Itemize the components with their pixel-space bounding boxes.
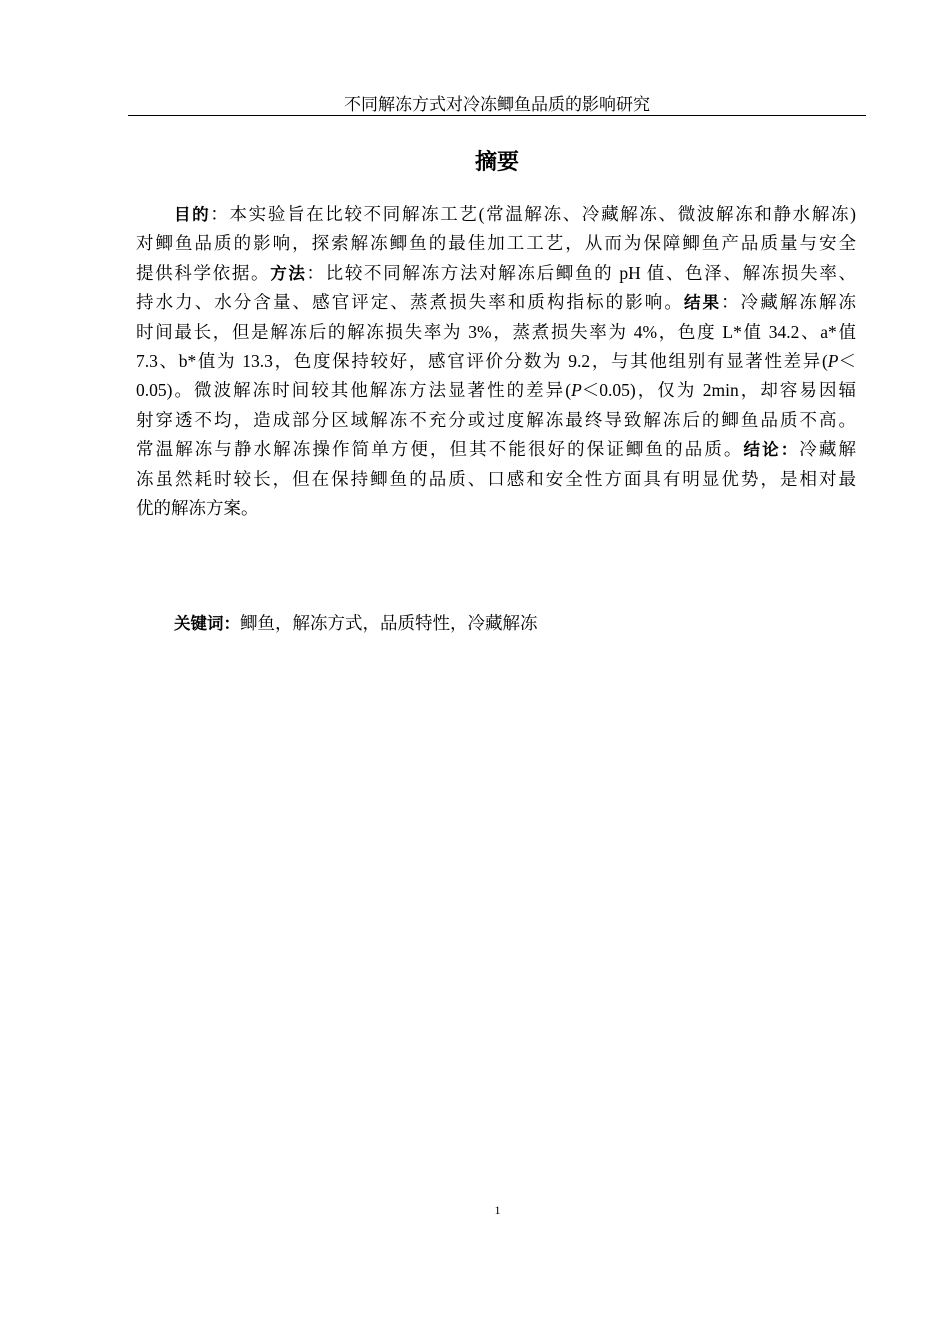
abstract-line-7 (136, 376, 856, 405)
abstract-text: 冻虽然耗时较长，但在保持鲫鱼的品质、口感和安全性方面具有明显优势，是相对最 (136, 468, 856, 489)
abstract-line-11 (136, 494, 856, 523)
abstract-text: 常温解冻与静水解冻操作简单方便，但其不能很好的保证鲫鱼的品质。 (136, 439, 744, 460)
page-number: 1 (494, 1203, 501, 1217)
abstract-text: ＜0.05)，仅为 2min，却容易因辐 (581, 380, 856, 401)
abstract-body (136, 200, 856, 523)
abstract-text: ：冷藏解冻解冻 (721, 292, 857, 313)
abstract-line-8 (136, 406, 856, 435)
header-divider (128, 115, 866, 116)
abstract-text: 提供科学依据。 (136, 262, 271, 283)
abstract-text: ＜ (838, 351, 856, 372)
keywords (174, 609, 538, 638)
p-value-symbol: P (827, 351, 839, 372)
abstract-text: 冷藏解 (799, 439, 857, 460)
abstract-text: 射穿透不均，造成部分区域解冻不充分或过度解冻最终导致解冻后的鲫鱼品质不高。 (136, 409, 856, 430)
abstract-text: 0.05)。微波解冻时间较其他解冻方法显著性的差异( (136, 380, 572, 401)
abstract-line-3 (136, 259, 856, 288)
abstract-line-10 (136, 465, 856, 494)
abstract-text: 持水力、水分含量、感官评定、蒸煮损失率和质构指标的影响。 (136, 292, 684, 313)
abstract-text: 优的解冻方案。 (136, 498, 259, 519)
p-value-symbol: P (571, 380, 582, 401)
label-results: 结果 (683, 293, 722, 313)
label-method: 方法 (270, 263, 307, 283)
abstract-line-2 (136, 229, 856, 258)
abstract-line-5 (136, 318, 856, 347)
abstract-line-1 (136, 200, 856, 229)
label-conclusion: 结论： (743, 440, 800, 460)
abstract-text: ：本实验旨在比较不同解冻工艺(常温解冻、冷藏解冻、微波解冻和静水解冻) (210, 204, 856, 224)
abstract-line-6 (136, 347, 856, 376)
abstract-text: 时间最长，但是解冻后的解冻损失率为 3%，蒸煮损失率为 4%，色度 L*值 34.2、a*值 (136, 321, 856, 342)
running-header-title: 不同解冻方式对冷冻鲫鱼品质的影响研究 (344, 95, 650, 114)
abstract-text: 对鲫鱼品质的影响，探索解冻鲫鱼的最佳加工工艺，从而为保障鲫鱼产品质量与安全 (136, 233, 856, 254)
label-objective: 目的 (174, 205, 211, 224)
abstract-line-9 (136, 435, 856, 464)
abstract-title: 摘要 (474, 150, 519, 175)
keywords-label: 关键词： (174, 614, 240, 633)
abstract-text: 7.3、b*值为 13.3，色度保持较好，感官评价分数为 9.2，与其他组别有显著性差异( (136, 351, 828, 372)
abstract-line-4 (136, 288, 856, 317)
abstract-text: ：比较不同解冻方法对解冻后鲫鱼的 pH 值、色泽、解冻损失率、 (306, 262, 856, 283)
keywords-text: 鲫鱼，解冻方式，品质特性，冷藏解冻 (240, 613, 538, 633)
